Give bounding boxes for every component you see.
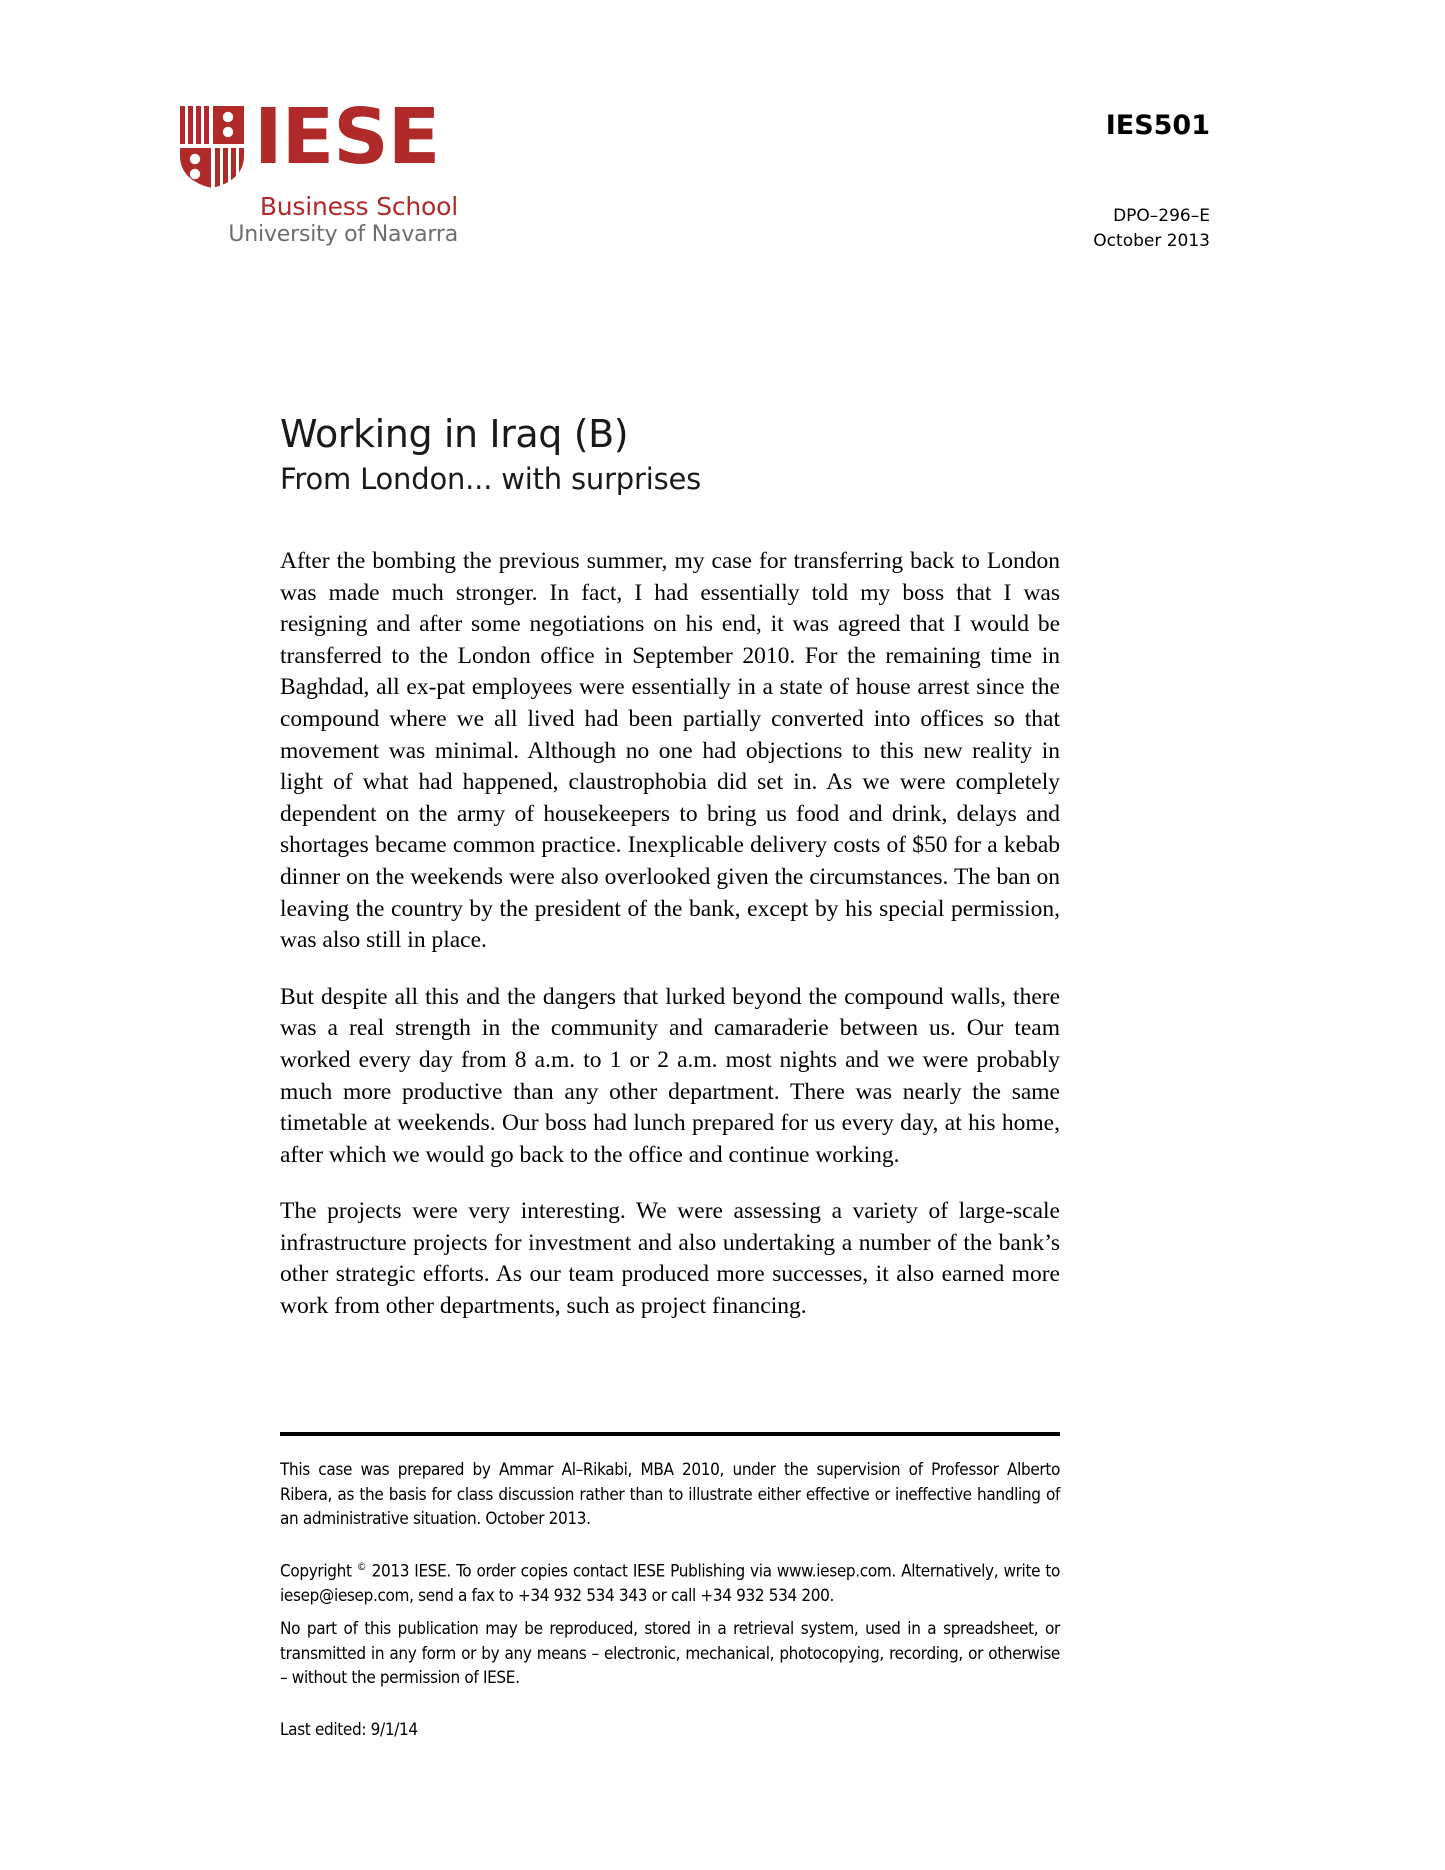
body-text — [280, 546, 1060, 1323]
body-paragraph: The projects were very interesting. We were assessing a variety of large-scale infrastructure projects for investment and also undertaking a number of the bank’s other strategic efforts. As our team produced more successes, it also earned more work from other departments, such as project financing. — [280, 1198, 1060, 1320]
page-subtitle: From London... with surprises — [280, 461, 702, 496]
page-title: Working in Iraq (B) — [280, 412, 629, 456]
document-meta — [1093, 204, 1210, 253]
copyright-body: 2013 IESE. To order copies contact IESE Publishing via www.iesep.com. Alternatively, write to iesep@iesep.com, send a fax to +34 932 534 343 or call +34 932 534 200. — [280, 1561, 1060, 1607]
logo-business-school-label: Business School — [259, 192, 458, 221]
document-reference: DPO–296–E — [1113, 206, 1210, 226]
document-date: October 2013 — [1093, 230, 1210, 251]
iese-logo — [178, 93, 458, 247]
copyright-symbol: © — [356, 1559, 367, 1573]
rights-reserved-notice: No part of this publication may be reproduced, stored in a retrieval system, used in a spreadsheet, or transmitted in any form or by any means – electronic, mechanical, photocopying, recording, or otherwise – without the permission of IESE. — [280, 1618, 1060, 1689]
body-paragraph: But despite all this and the dangers that lurked beyond the compound walls, there was a real strength in the community and camaraderie between us. Our team worked every day from 8 a.m. to 1 or 2 a.m. most nights and we were probably much more productive than any other department. There was nearly the same timetable at weekends. Our boss had lunch prepared for us every day, at his home, after which we would go back to the office and continue working. — [280, 983, 1060, 1168]
copyright-notice — [280, 1559, 1060, 1609]
copyright-prefix: Copyright — [280, 1561, 357, 1582]
document-code: IES501 — [1105, 110, 1210, 141]
document-header — [0, 93, 1445, 266]
last-edited-label: Last edited: 9/1/14 — [280, 1719, 418, 1740]
iese-wordmark: IESE — [254, 93, 440, 182]
title-block — [280, 412, 1110, 497]
body-paragraph: After the bombing the previous summer, my case for transferring back to London was made much stronger. In fact, I had essentially told my boss that I was resigning and after some negotiations on his end, it was agreed that I would be transferred to the London office in September 2010. For the remaining time in Baghdad, all ex-pat employees were essentially in a state of house arrest since the compound where we all lived had been partially converted into offices so that movement was minimal. Although no one had objections to this new reality in light of what had happened, claustrophobia did set in. As we were completely dependent on the army of housekeepers to bring us food and drink, delays and shortages became common practice. Inexplicable delivery costs of $50 for a kebab dinner on the weekends were also overlooked given the circumstances. The ban on leaving the country by the president of the bank, except by his special permission, was also still in place. — [280, 548, 1060, 954]
footer-divider — [280, 1432, 1060, 1436]
iese-shield-icon — [178, 104, 246, 190]
logo-university-label: University of Navarra — [228, 222, 458, 247]
document-footer — [280, 1432, 1060, 1742]
case-credit-note: This case was prepared by Ammar Al–Rikabi, MBA 2010, under the supervision of Professor Alberto Ribera, as the basis for class discussion rather than to illustrate either effective or ineffective handling of an administrative situation. October 2013. — [280, 1460, 1060, 1530]
